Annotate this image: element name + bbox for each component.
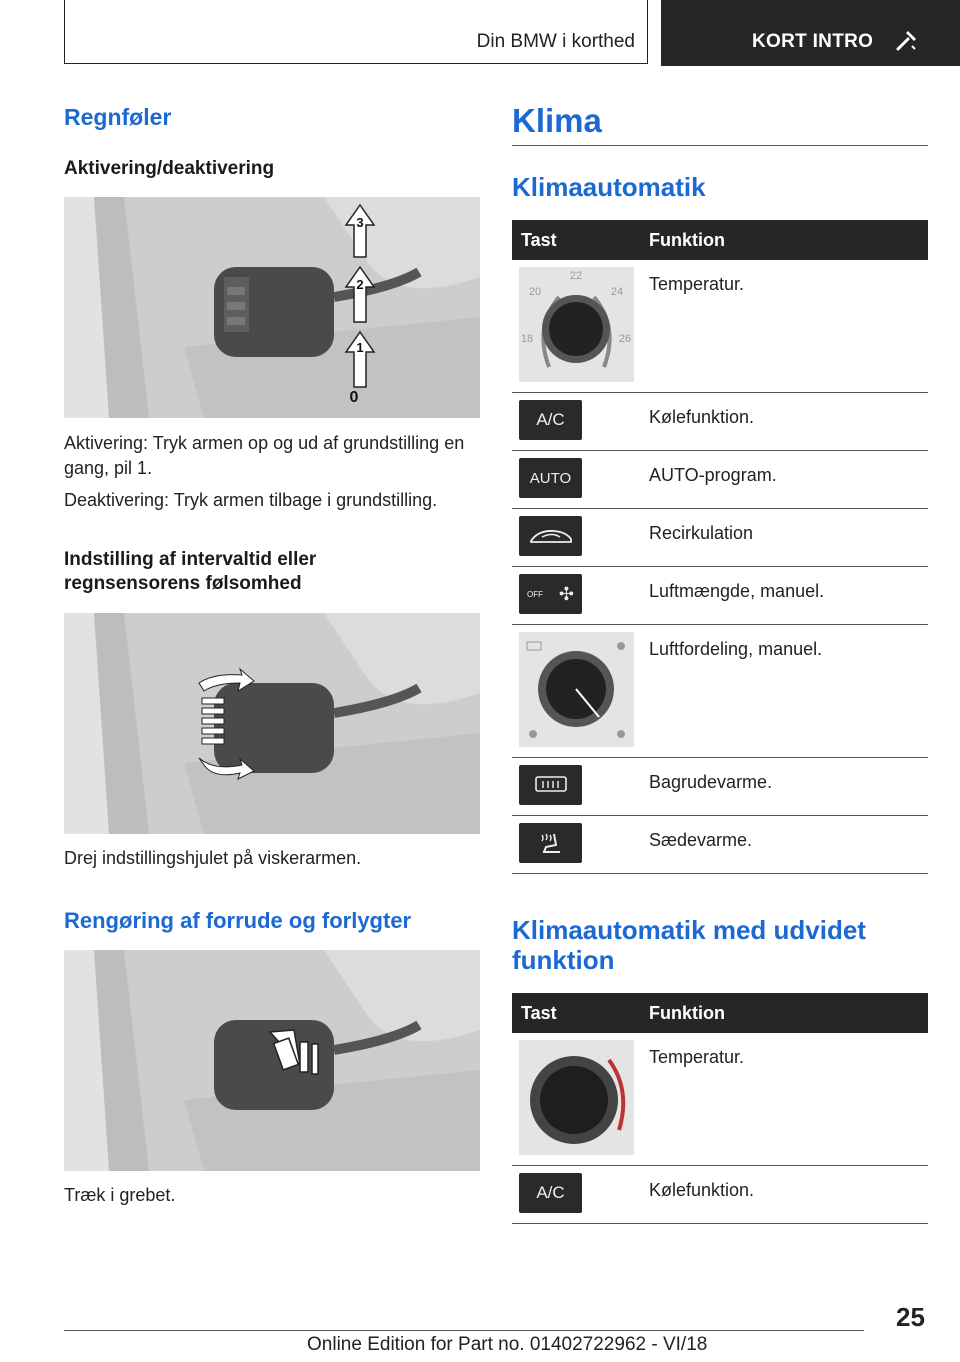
fig1-label-3: 3	[356, 215, 364, 230]
seat-heating-icon	[519, 823, 582, 863]
table-row	[512, 1033, 928, 1166]
table1-fn-saede: Sædevarme.	[643, 816, 928, 874]
dial-label-20: 20	[528, 286, 542, 298]
text-traek: Træk i grebet.	[64, 1185, 176, 1205]
wiper-stalk-photo-pull	[64, 950, 480, 1171]
dial-label-22: 22	[569, 270, 583, 282]
wiper-stalk-photo-arrows	[64, 197, 480, 418]
table-row	[512, 260, 928, 393]
fan-icon	[519, 574, 582, 614]
ac-button-icon: A/C	[519, 1173, 582, 1213]
table1-fn-temperatur: Temperatur.	[643, 260, 928, 393]
ac-button-icon: A/C	[519, 400, 582, 440]
header-section-title: Din BMW i korthed	[476, 31, 635, 52]
table1-fn-recirk: Recirkulation	[643, 509, 928, 567]
rear-defrost-icon	[519, 765, 582, 805]
table1-header-funktion: Funktion	[643, 220, 928, 260]
temperature-knob-icon	[519, 1040, 634, 1155]
table-row	[512, 393, 928, 451]
dial-label-24: 24	[610, 286, 624, 298]
table-row	[512, 758, 928, 816]
dial-label-26: 26	[618, 333, 632, 345]
fan-glyph-icon: ✣	[558, 583, 575, 604]
auto-button-icon: AUTO	[519, 458, 582, 498]
heading-regnfoeler: Regnføler	[64, 104, 172, 130]
table2-header-tast: Tast	[512, 993, 643, 1033]
dial-label-18: 18	[520, 333, 534, 345]
heading-rengoering: Rengøring af forrude og forlygter	[64, 908, 412, 933]
table-row	[512, 816, 928, 874]
table-row	[512, 1166, 928, 1224]
fig1-label-1: 1	[356, 340, 364, 355]
recirculation-icon	[519, 516, 582, 556]
table-row	[512, 451, 928, 509]
heading-indstilling: Indstilling af intervaltid eller regnsensorens følsomhed	[64, 549, 317, 594]
table2-fn-koele: Kølefunktion.	[643, 1166, 928, 1224]
wrench-flag-icon	[895, 29, 919, 53]
table-klimaautomatik-udvidet	[512, 993, 928, 1224]
text-aktivering: Aktivering: Tryk armen op og ud af grundstilling en gang, pil 1.	[64, 433, 465, 478]
page-number: 25	[896, 1302, 925, 1332]
heading-aktivering: Aktivering/deaktivering	[64, 158, 275, 179]
heading-udvidet: Klimaautomatik med udvidet funktion	[512, 915, 866, 975]
footer-edition: Online Edition for Part no. 01402722962 - VI/18	[307, 1334, 708, 1355]
fan-off-label: OFF	[526, 589, 543, 599]
heading-klima: Klima	[512, 102, 602, 139]
air-distribution-knob-icon	[519, 632, 634, 747]
table1-header-tast: Tast	[512, 220, 643, 260]
table1-fn-luftfordeling: Luftfordeling, manuel.	[643, 625, 928, 758]
table1-fn-auto: AUTO-program.	[643, 451, 928, 509]
heading-underline	[512, 145, 928, 146]
header-section-tab	[64, 0, 648, 64]
header-chapter-tab	[661, 0, 960, 66]
text-drej: Drej indstillingshjulet på viskerarmen.	[64, 848, 362, 868]
temperature-knob-icon	[519, 267, 634, 382]
table1-fn-koele: Kølefunktion.	[643, 393, 928, 451]
table-row	[512, 509, 928, 567]
fig1-label-0: 0	[349, 389, 359, 406]
table-row	[512, 625, 928, 758]
fig1-label-2: 2	[356, 277, 364, 292]
table1-fn-luftmaengde: Luftmængde, manuel.	[643, 567, 928, 625]
wiper-stalk-photo-wheel	[64, 613, 480, 834]
table-klimaautomatik	[512, 220, 928, 874]
footer-divider	[64, 1330, 864, 1331]
header-chapter-title: KORT INTRO	[752, 31, 874, 52]
table1-fn-bagrude: Bagrudevarme.	[643, 758, 928, 816]
heading-klimaautomatik: Klimaautomatik	[512, 172, 706, 202]
table2-header-funktion: Funktion	[643, 993, 928, 1033]
table-row	[512, 567, 928, 625]
table2-fn-temperatur: Temperatur.	[643, 1033, 928, 1166]
text-deaktivering: Deaktivering: Tryk armen tilbage i grundstilling.	[64, 490, 438, 510]
